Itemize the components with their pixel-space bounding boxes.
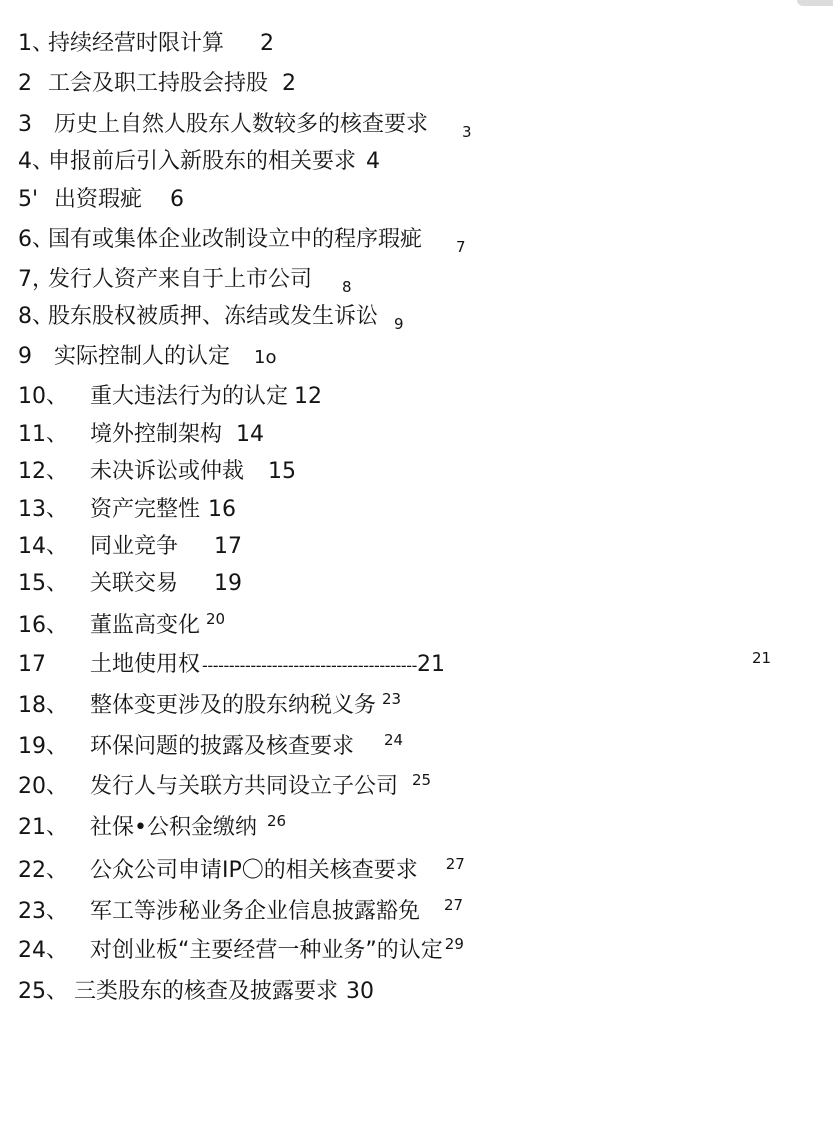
entry-title: 军工等涉秘业务企业信息披露豁免: [90, 899, 421, 924]
entry-title: 社保•公积金缴纳: [90, 815, 257, 840]
entry-number: 6、: [18, 227, 54, 252]
toc-entry-22: [18, 857, 465, 886]
toc-entry-14: [18, 533, 242, 561]
entry-page-number: 25: [412, 771, 432, 789]
entry-title: 国有或集体企业改制设立中的程序瑕疵: [48, 227, 423, 252]
toc-entry-21: [18, 814, 286, 843]
toc-entry-25: [18, 978, 374, 1006]
toc-entry-9: [18, 343, 276, 372]
entry-page-number: 3: [462, 123, 472, 141]
entry-number: 5': [18, 187, 39, 212]
entry-page-number: 16: [208, 497, 237, 522]
entry-title: 关联交易: [90, 571, 179, 596]
entry-page-number: 21: [416, 652, 445, 677]
entry-page-number: 9: [394, 315, 404, 333]
toc-entry-1: [18, 30, 274, 58]
entry-page-number: 12: [294, 384, 323, 409]
entry-title: 境外控制架构: [90, 422, 223, 447]
entry-number: 8、: [18, 304, 54, 329]
entry-title: 历史上自然人股东人数较多的核查要求: [54, 112, 429, 137]
toc-entry-7: [18, 266, 352, 295]
entry-page-number: 27: [445, 855, 465, 873]
entry-title: 工会及职工持股会持股: [48, 71, 269, 96]
entry-page-number: 29: [444, 935, 464, 953]
entry-number: 7，: [18, 267, 54, 292]
entry-page-number: 19: [214, 571, 243, 596]
entry-title: 股东股权被质押、冻结或发生诉讼: [48, 304, 379, 329]
entry-number: 15、: [18, 571, 68, 596]
entry-page-number: 27: [444, 896, 464, 914]
entry-page-number: 2: [260, 31, 275, 56]
toc-entry-10: [18, 383, 322, 411]
entry-page-number: 4: [366, 149, 381, 174]
toc-entry-15: [18, 570, 242, 598]
entry-title: 申报前后引入新股东的相关要求: [48, 149, 357, 174]
entry-page-number: 30: [346, 979, 375, 1004]
entry-page-number: 15: [268, 459, 297, 484]
entry-page-number: 1o: [254, 347, 277, 368]
entry-title: 同业竞争: [90, 534, 179, 559]
entry-number: 17: [18, 652, 46, 677]
entry-page-number: 23: [382, 690, 402, 708]
toc-entry-20: [18, 773, 431, 802]
entry-page-number: 20: [206, 610, 226, 628]
entry-title: 持续经营时限计算: [48, 31, 225, 56]
entry-number: 1、: [18, 31, 54, 56]
page-corner-decoration: [797, 0, 833, 6]
toc-entry-11: [18, 421, 264, 449]
margin-page-number: 21: [752, 649, 772, 667]
entry-title: 发行人与关联方共同设立子公司: [90, 774, 399, 799]
entry-number: 19、: [18, 734, 68, 759]
entry-dot-leader: ----------------------------------------: [202, 656, 417, 675]
entry-number: 22、: [18, 858, 68, 883]
entry-title: 实际控制人的认定: [54, 344, 231, 369]
entry-title: 土地使用权: [90, 652, 201, 677]
toc-entry-4: [18, 148, 380, 176]
entry-number: 16、: [18, 613, 68, 638]
entry-page-number: 2: [282, 71, 297, 96]
toc-entry-6: [18, 226, 466, 255]
entry-number: 23、: [18, 899, 68, 924]
entry-number: 14、: [18, 534, 68, 559]
entry-title: 未决诉讼或仲裁: [90, 459, 245, 484]
entry-title: 董监高变化: [90, 613, 201, 638]
toc-entry-8: [18, 303, 404, 332]
entry-title: 发行人资产来自于上市公司: [48, 267, 313, 292]
entry-title: 公众公司申请IP〇的相关核查要求: [90, 858, 418, 883]
entry-title: 对创业板“主要经营一种业务”的认定: [90, 938, 443, 963]
entry-number: 3: [18, 112, 32, 137]
toc-entry-17: [18, 651, 445, 680]
entry-number: 21、: [18, 815, 68, 840]
entry-number: 18、: [18, 693, 68, 718]
entry-title: 资产完整性: [90, 497, 201, 522]
toc-entry-12: [18, 458, 296, 486]
toc-entry-3: [18, 111, 472, 140]
entry-title: 出资瑕疵: [54, 187, 143, 212]
entry-page-number: 17: [214, 534, 243, 559]
entry-number: 24、: [18, 938, 68, 963]
entry-title: 重大违法行为的认定: [90, 384, 289, 409]
entry-number: 25、: [18, 979, 68, 1004]
entry-number: 4、: [18, 149, 54, 174]
entry-page-number: 14: [236, 422, 265, 447]
entry-number: 13、: [18, 497, 68, 522]
entry-number: 11、: [18, 422, 68, 447]
entry-number: 9: [18, 344, 32, 369]
entry-page-number: 24: [384, 731, 404, 749]
entry-title: 环保问题的披露及核查要求: [90, 734, 355, 759]
entry-page-number: 6: [170, 187, 185, 212]
entry-page-number: 8: [342, 278, 352, 296]
entry-number: 10、: [18, 384, 68, 409]
entry-page-number: 7: [456, 238, 466, 256]
toc-entry-18: [18, 692, 401, 721]
entry-title: 整体变更涉及的股东纳税义务: [90, 693, 377, 718]
entry-title: 三类股东的核查及披露要求: [74, 979, 339, 1004]
entry-page-number: 26: [266, 812, 287, 830]
toc-entry-23: [18, 898, 463, 927]
toc-entry-2: [18, 70, 296, 98]
entry-number: 12、: [18, 459, 68, 484]
entry-number: 2: [18, 71, 32, 96]
entry-number: 20、: [18, 774, 68, 799]
toc-entry-5: [18, 186, 184, 214]
toc-entry-24: [18, 937, 464, 966]
toc-entry-13: [18, 496, 236, 524]
toc-entry-16: [18, 612, 225, 641]
toc-entry-19: [18, 733, 403, 762]
